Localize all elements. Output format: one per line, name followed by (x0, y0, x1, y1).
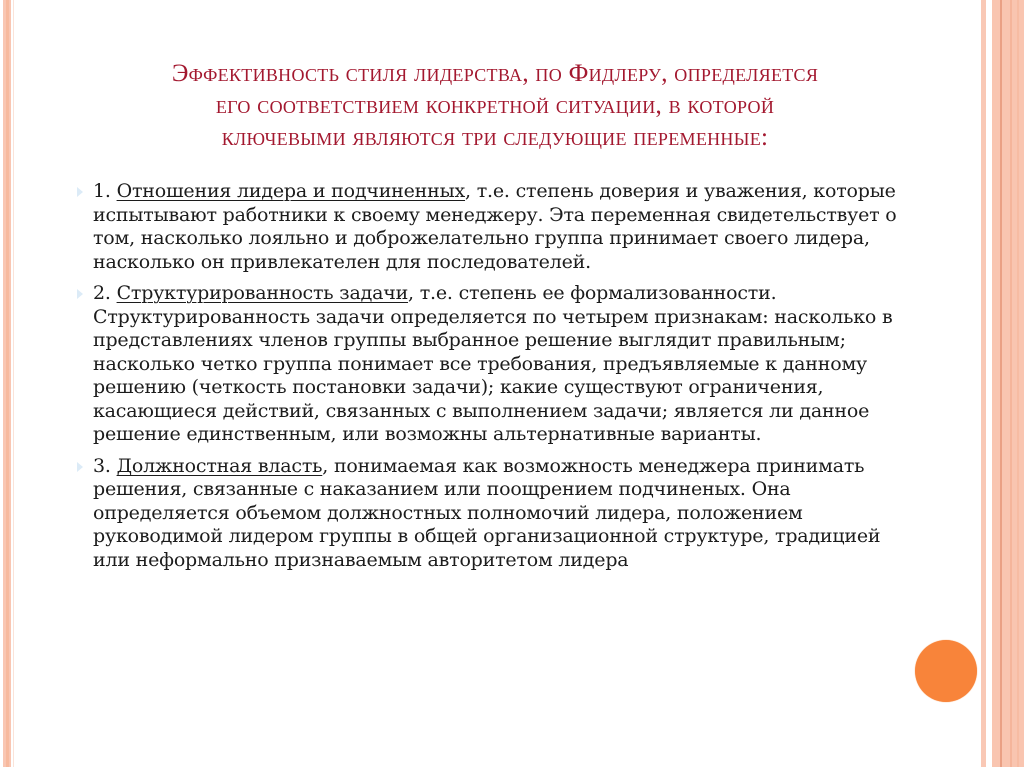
list-item (77, 282, 897, 447)
item-term: Должностная власть (116, 454, 323, 477)
bullet-list (77, 180, 897, 580)
right-stripe-band (992, 0, 1024, 767)
title-line: Эффективность стиля лидерства, по Фидлеру, определяется (171, 60, 819, 87)
title-line: ключевыми являются три следующие переменные: (221, 124, 769, 151)
item-term: Отношения лидера и подчиненных (116, 180, 466, 202)
left-stripe-core (6, 0, 9, 767)
list-item-text (93, 455, 897, 573)
triangle-bullet-icon (77, 289, 83, 299)
right-stripe-line (1017, 0, 1019, 767)
list-item (77, 455, 897, 573)
right-stripe-line (1010, 0, 1012, 767)
item-term: Структурированность задачи (116, 282, 409, 304)
right-stripe-line (1000, 0, 1002, 767)
right-stripe-thin (981, 0, 986, 767)
triangle-bullet-icon (77, 187, 83, 197)
item-description: , т.е. степень ее формализованности. Структурированность задачи определяется по четырем признакам: насколько в представлениях членов группы выбранное решение выглядит правильным; насколько четко группа понимает все требования, предъявляемые к данному решению (четкость постановки задачи); какие существуют ограничения, касающиеся действий, связанных с выполнением задачи; является ли данное решение единственным, или возможны альтернативные варианты. (93, 282, 893, 445)
item-number: 3. (93, 454, 111, 477)
list-item-text (93, 180, 897, 274)
item-description: , понимаемая как возможность менеджера принимать решения, связанные с наказанием или поощрением подчиненых. Она определяется объемом должностных полномочий лидера, положением руководимой лидером группы в общей организационной структуре, традицией или неформально признаваемым авторитетом лидера (93, 454, 881, 571)
title-line: его соответствием конкретной ситуации, в которой (215, 92, 775, 119)
triangle-bullet-icon (77, 462, 83, 472)
left-stripe-line (13, 0, 14, 767)
orange-circle-decoration (915, 640, 977, 702)
list-item-text (93, 282, 897, 447)
item-number: 2. (93, 282, 111, 304)
slide-title (60, 58, 930, 154)
item-description: , т.е. степень доверия и уважения, которые испытывают работники к своему менеджеру. Эта переменная свидетельствует о том, насколько лояльно и доброжелательно группа принимает своего лидера, насколько он привлекателен для последователей. (93, 180, 897, 273)
list-item (77, 180, 897, 274)
item-number: 1. (93, 180, 111, 202)
